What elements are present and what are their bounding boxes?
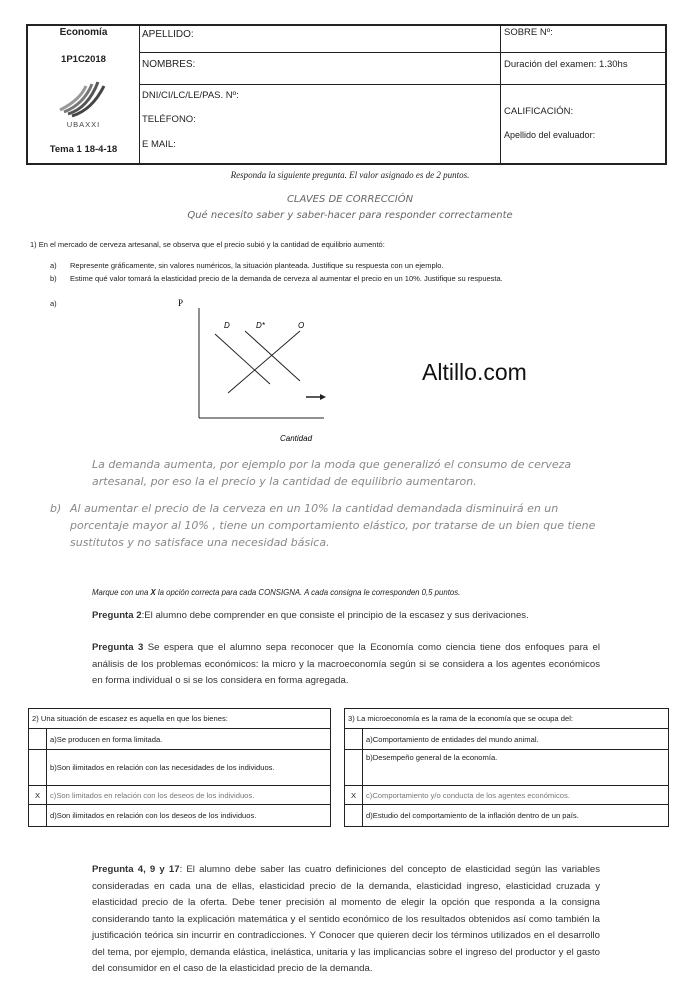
supply-demand-graph (170, 296, 340, 446)
nombres-field: NOMBRES: (142, 59, 196, 70)
q3-mark-a[interactable] (345, 729, 363, 750)
table-row[interactable] (345, 786, 669, 805)
table-row[interactable] (29, 786, 331, 805)
watermark: Altillo.com (422, 359, 527, 385)
exam-code: 1P1C2018 (61, 54, 106, 65)
q2-mark-a[interactable] (29, 729, 47, 750)
q1-b-text: Estime qué valor tomará la elasticidad precio de la demanda de cerveza al aumentar el precio en un 10%. Justifique su respuesta. (70, 274, 503, 283)
marque-instruction: Marque con una X la opción correcta para cada CONSIGNA. A cada consigna le corresponden 0,5 puntos. (92, 588, 461, 597)
claves-subtitle: Qué necesito saber y saber-hacer para responder correctamente (187, 210, 513, 221)
table-row[interactable] (345, 729, 669, 750)
q1-a-label: a) (50, 261, 57, 270)
supply-curve-o (228, 331, 300, 393)
table-row[interactable] (29, 729, 331, 750)
demand-curve-d (215, 334, 270, 384)
arrow-right-icon (320, 394, 326, 400)
tema-date: Tema 1 18-4-18 (49, 144, 118, 155)
table-row[interactable] (345, 805, 669, 827)
answer-b-label: b) (50, 502, 62, 515)
subject: Economía (59, 27, 108, 38)
subject-cell (28, 26, 140, 163)
q3-option-a: a)Comportamiento de entidades del mundo animal. (363, 729, 669, 750)
sobre-field: SOBRE Nº: (504, 27, 553, 38)
q2-option-b: b)Son ilimitados en relación con las necesidades de los individuos. (47, 750, 331, 786)
pregunta-3: Pregunta 3 Se espera que el alumno sepa reconocer que la Economía como ciencia tiene dos enfoques para el análisis de los problemas económicos: la micro y la macroeconomía según si se considera a los agentes económicos en forma individual o si se los considera en forma agregada. (92, 642, 600, 686)
dni-field: DNI/CI/LC/LE/PAS. Nº: (142, 90, 239, 101)
q3-option-b: b)Desempeño general de la economía. (363, 750, 669, 786)
q2-option-a: a)Se producen en forma limitada. (47, 729, 331, 750)
curve-d-star-label: D* (256, 321, 265, 330)
apellido-field: APELLIDO: (142, 29, 194, 40)
table-row[interactable] (29, 750, 331, 786)
intro-text: Responda la siguiente pregunta. El valor asignado es de 2 puntos. (230, 170, 470, 180)
q1-a-text: Represente gráficamente, sin valores numéricos, la situación planteada. Justifique su respuesta con un ejemplo. (70, 261, 444, 270)
calificacion-field: CALIFICACIÓN: (504, 106, 574, 117)
q2-title: 2) Una situación de escasez es aquella en que los bienes: (29, 709, 331, 729)
q1-text: 1) En el mercado de cerveza artesanal, se observa que el precio subió y la cantidad de equilibrio aumentó: (30, 240, 385, 249)
q2-option-c: c)Son limitados en relación con los deseos de los individuos. (47, 786, 331, 805)
table-row[interactable] (345, 750, 669, 786)
q3-title: 3) La microeconomía es la rama de la economía que se ocupa del: (345, 709, 669, 729)
q3-mark-c[interactable]: X (345, 786, 363, 805)
telefono-field: TELÉFONO: (142, 114, 196, 125)
logo-text: UBAXXI (66, 120, 101, 129)
q2-mark-c[interactable]: X (29, 786, 47, 805)
pregunta-4-9-17: Pregunta 4, 9 y 17: El alumno debe saber las cuatro definiciones del concepto de elasticidad según las variables consideradas en cada una de ellas, elasticidad precio de la demanda, elasticidad ingreso, elasticidad cruzada y elasticidad precio de la oferta. Debe tener precisión al momento de elegir la opción que responda a la consigna considerando tanto la explicación matemática y el sentido económico de los resultados obtenidos así como también la justificación teórica sin incurrir en contradicciones. Y Conocer que quieren decir los términos utilizados en el desarrollo del tema, por ejemplo, demanda elástica, inelástica, unitaria y las implicancias sobre el ingreso del productor y el gasto del consumidor en el caso de la elasticidad precio de la demanda. (92, 864, 600, 974)
grading-cell (500, 26, 666, 163)
q3-mark-b[interactable] (345, 750, 363, 786)
question-2-table (28, 708, 331, 827)
q3-mark-d[interactable] (345, 805, 363, 827)
question-3-table (344, 708, 669, 827)
q3-option-d: d)Estudio del comportamiento de la inflación dentro de un país. (363, 805, 669, 827)
email-field: E MAIL: (142, 139, 176, 150)
curve-d-label: D (224, 321, 230, 330)
q2-mark-b[interactable] (29, 750, 47, 786)
q1-b-label: b) (50, 274, 57, 283)
evaluador-field: Apellido del evaluador: (504, 130, 596, 140)
q2-option-d: d)Son ilimitados en relación con los deseos de los individuos. (47, 805, 331, 827)
q3-option-c: c)Comportamiento y/o conducta de los agentes económicos. (363, 786, 669, 805)
y-axis-label: P (178, 298, 184, 308)
duracion-field: Duración del examen: 1.30hs (504, 59, 628, 70)
graph-a-label: a) (50, 299, 57, 308)
ubaxxi-logo-icon (58, 78, 108, 122)
answer-a: La demanda aumenta, por ejemplo por la moda que generalizó el consumo de cerveza artesanal, por eso la el precio y la cantidad de equilibrio aumentaron. (92, 458, 572, 488)
curve-o-label: O (298, 321, 305, 330)
table-row[interactable] (29, 805, 331, 827)
claves-title: CLAVES DE CORRECCIÓN (286, 194, 414, 205)
q2-mark-d[interactable] (29, 805, 47, 827)
exam-header (26, 24, 667, 165)
x-axis-label: Cantidad (280, 434, 313, 443)
answer-b: Al aumentar el precio de la cerveza en un 10% la cantidad demandada disminuirá en un porcentaje mayor al 10% , tiene un comportamiento elástico, por tratarse de un bien que tiene sustitutos y no satisface una necesidad básica. (70, 502, 596, 549)
pregunta-2: Pregunta 2:El alumno debe comprender en que consiste el principio de la escasez y sus derivaciones. (92, 610, 529, 621)
